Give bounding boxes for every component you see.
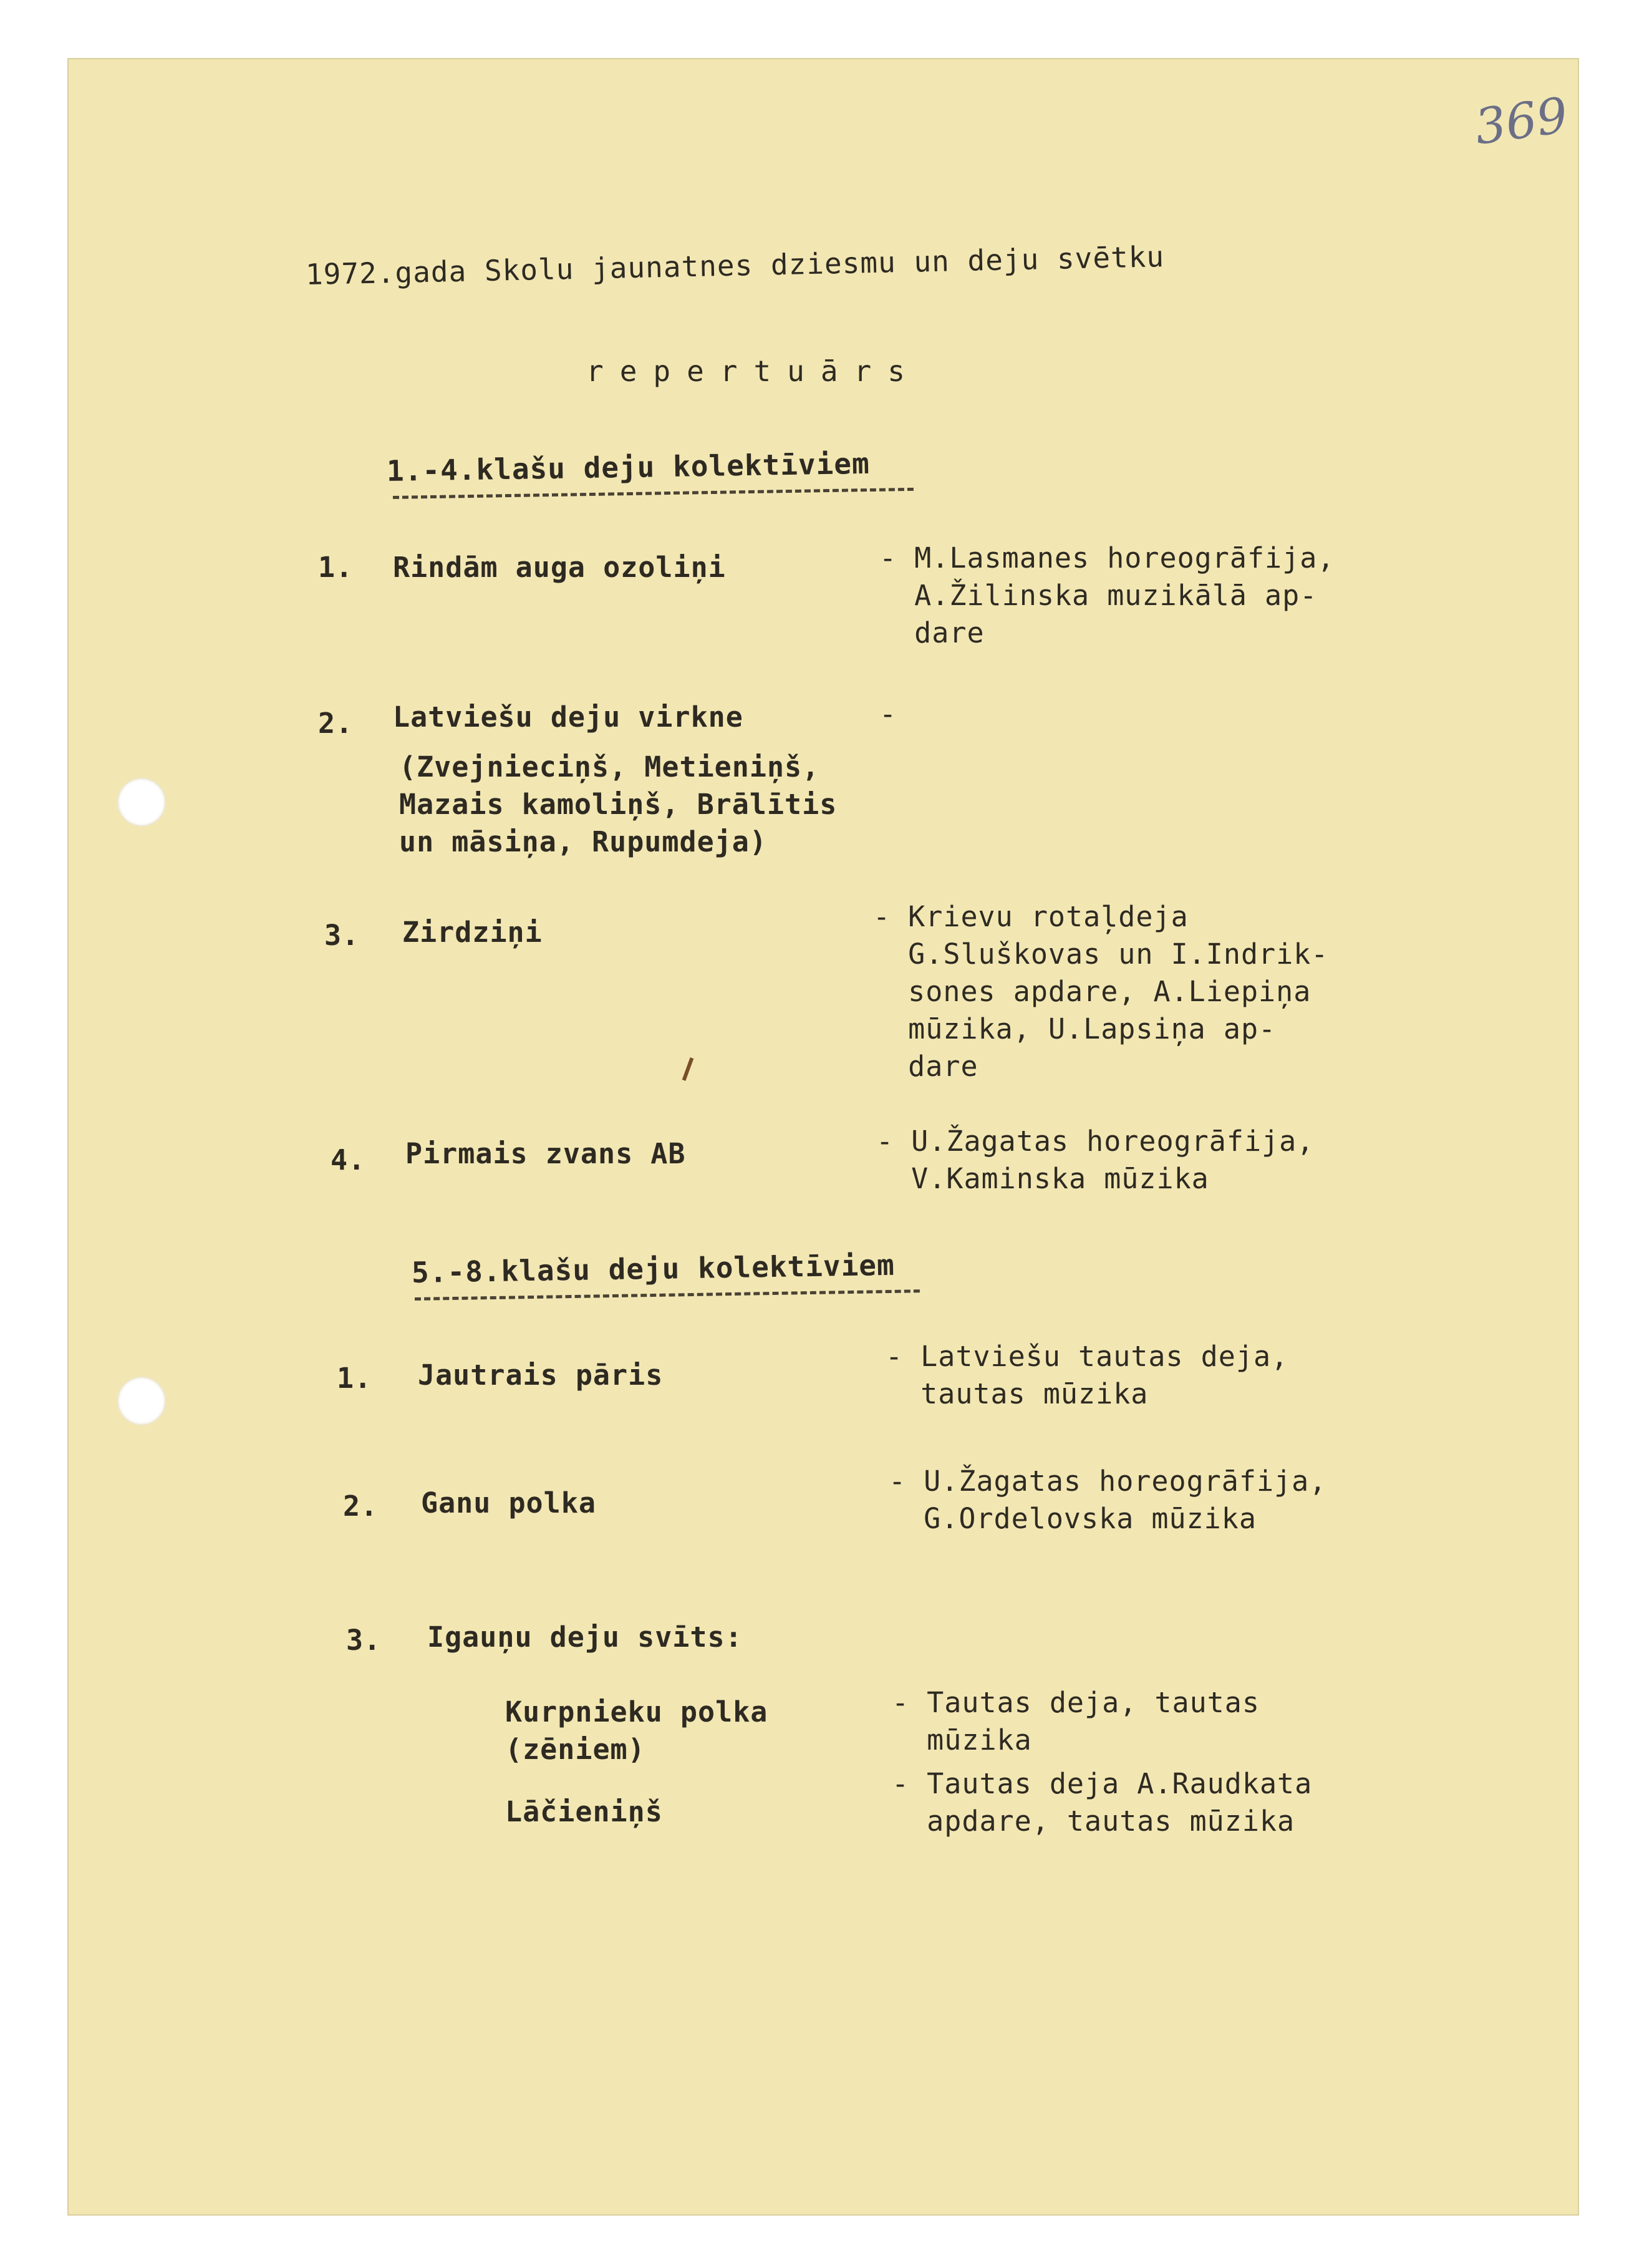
item-number: 1. — [318, 551, 354, 584]
item-number: 3. — [324, 919, 360, 952]
page-number: 369 — [1471, 87, 1572, 156]
dance-list: (Zvejnieciņš, Metieniņš, Mazais kamoliņš, Brālītis un māsiņa, Rupumdeja) — [399, 750, 838, 858]
dance-credit: - Latviešu tautas deja, tautas mūzika — [886, 1340, 1289, 1410]
dance-credit: - M.Lasmanes horeogrāfija, A.Žilinska muzikālā ap- dare — [879, 541, 1335, 649]
ink-mark — [682, 1057, 694, 1081]
section-heading: 5.-8.klašu deju kolektīviem — [411, 1248, 896, 1289]
dance-name: Zirdziņi — [402, 916, 543, 949]
suite-dance-credit: - Tautas deja, tautas mūzika — [892, 1686, 1260, 1757]
item-number: 1. — [337, 1362, 372, 1395]
item-number: 4. — [331, 1143, 366, 1176]
section-underline — [393, 488, 914, 499]
document-subtitle: repertuārs — [586, 354, 921, 388]
dance-suite-name: Igauņu deju svīts: — [427, 1621, 743, 1654]
dance-name: Latviešu deju virkne — [393, 700, 743, 734]
item-number: 3. — [346, 1624, 382, 1657]
suite-dance-name: Lāčieniņš — [505, 1795, 663, 1828]
document-title: 1972.gada Skolu jaunatnes dziesmu un deju svētku — [305, 240, 1165, 291]
dance-name: Rindām auga ozoliņi — [393, 551, 726, 584]
suite-dance-name: Kurpnieku polka (zēniem) — [505, 1695, 768, 1766]
dance-name: Pirmais zvans AB — [405, 1137, 686, 1170]
dance-name: Ganu polka — [421, 1486, 596, 1519]
dance-dash: - — [879, 697, 897, 730]
punch-hole-bottom — [117, 1377, 166, 1425]
dance-credit: - Krievu rotaļdeja G.Sluškovas un I.Indrik- sones apdare, A.Liepiņa mūzika, U.Lapsiņa ap- dare — [873, 900, 1329, 1083]
dance-credit: - U.Žagatas horeogrāfija, V.Kaminska mūzika — [876, 1125, 1315, 1195]
section-heading: 1.-4.klašu deju kolektīviem — [386, 446, 871, 488]
suite-dance-credit: - Tautas deja A.Raudkata apdare, tautas mūzika — [892, 1767, 1313, 1838]
dance-name: Jautrais pāris — [418, 1359, 664, 1392]
item-number: 2. — [318, 707, 354, 740]
document-page — [69, 59, 1578, 2214]
dance-credit: - U.Žagatas horeogrāfija, G.Ordelovska mūzika — [889, 1465, 1327, 1535]
item-number: 2. — [343, 1490, 379, 1523]
section-underline — [415, 1289, 920, 1301]
punch-hole-top — [117, 778, 166, 826]
